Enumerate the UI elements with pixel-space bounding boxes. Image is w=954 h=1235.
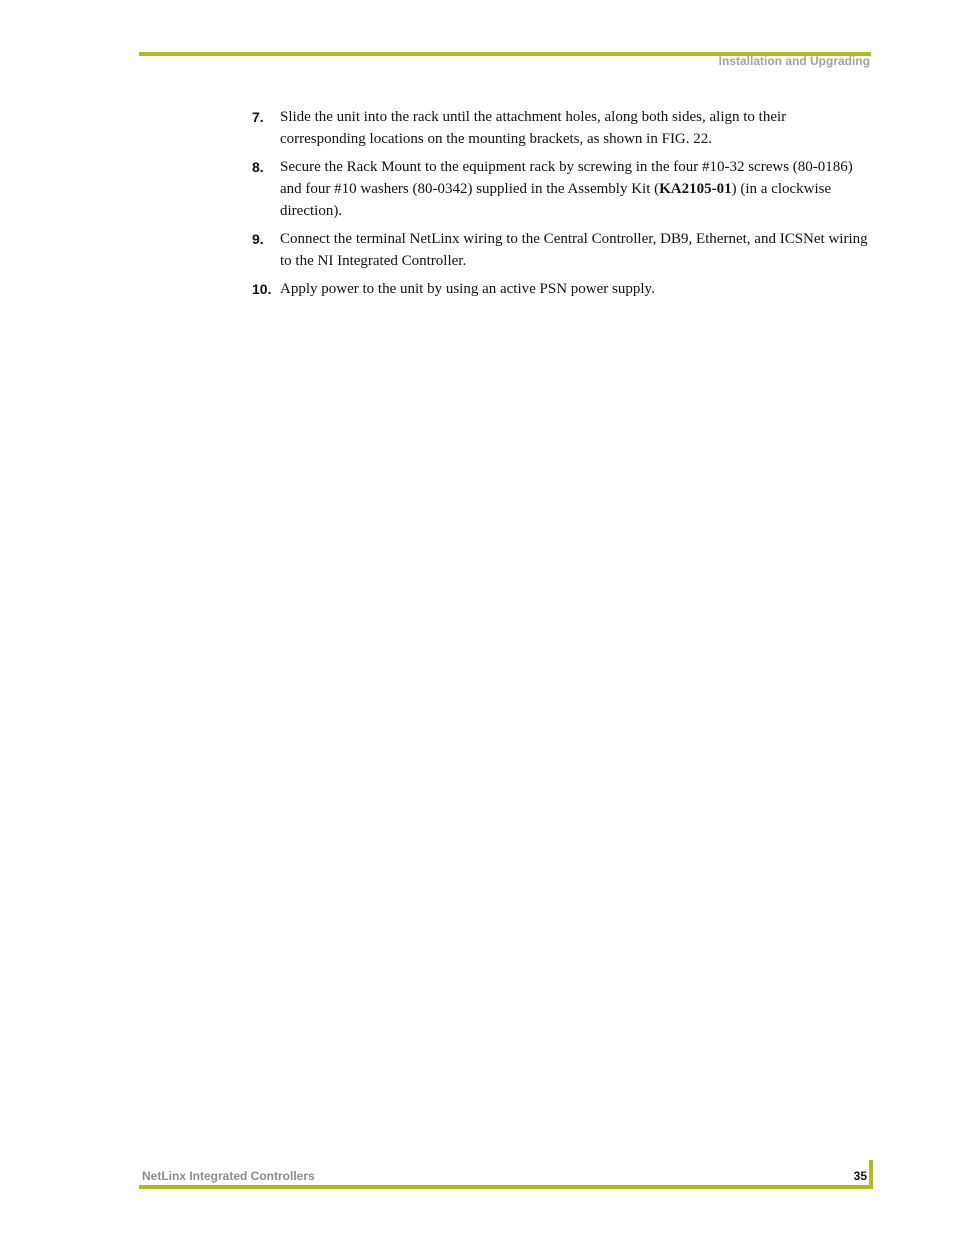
step-text bbox=[280, 159, 853, 219]
step-item bbox=[252, 106, 872, 150]
instruction-steps bbox=[252, 106, 872, 306]
step-text: Apply power to the unit by using an active PSN power supply. bbox=[280, 281, 655, 297]
step-number: 10. bbox=[252, 281, 272, 297]
part-number-kit: KA2105-01 bbox=[659, 181, 732, 197]
running-header-title: Installation and Upgrading bbox=[718, 54, 870, 68]
step-text: Connect the terminal NetLinx wiring to the Central Controller, DB9, Ethernet, and ICSNet wiring to the NI Integrated Controller. bbox=[280, 231, 868, 269]
page-number: 35 bbox=[853, 1169, 867, 1183]
step-text-part: ) (in a clockwise direction). bbox=[280, 181, 832, 219]
step-text-part: Secure the Rack Mount to the equipment rack by screwing in the four #10-32 screws (80-0186) and four #10 washers (80-0342) supplied in the Assembly Kit ( bbox=[280, 159, 853, 197]
step-item bbox=[252, 228, 872, 272]
step-item bbox=[252, 278, 872, 300]
footer-document-title: NetLinx Integrated Controllers bbox=[142, 1169, 315, 1183]
step-number: 9. bbox=[252, 231, 264, 247]
step-text: Slide the unit into the rack until the attachment holes, along both sides, align to their corresponding locations on the mounting brackets, as shown in FIG. 22. bbox=[280, 109, 787, 147]
step-number: 7. bbox=[252, 109, 264, 125]
step-number: 8. bbox=[252, 159, 264, 175]
step-item bbox=[252, 156, 872, 222]
footer-rule bbox=[139, 1185, 873, 1189]
